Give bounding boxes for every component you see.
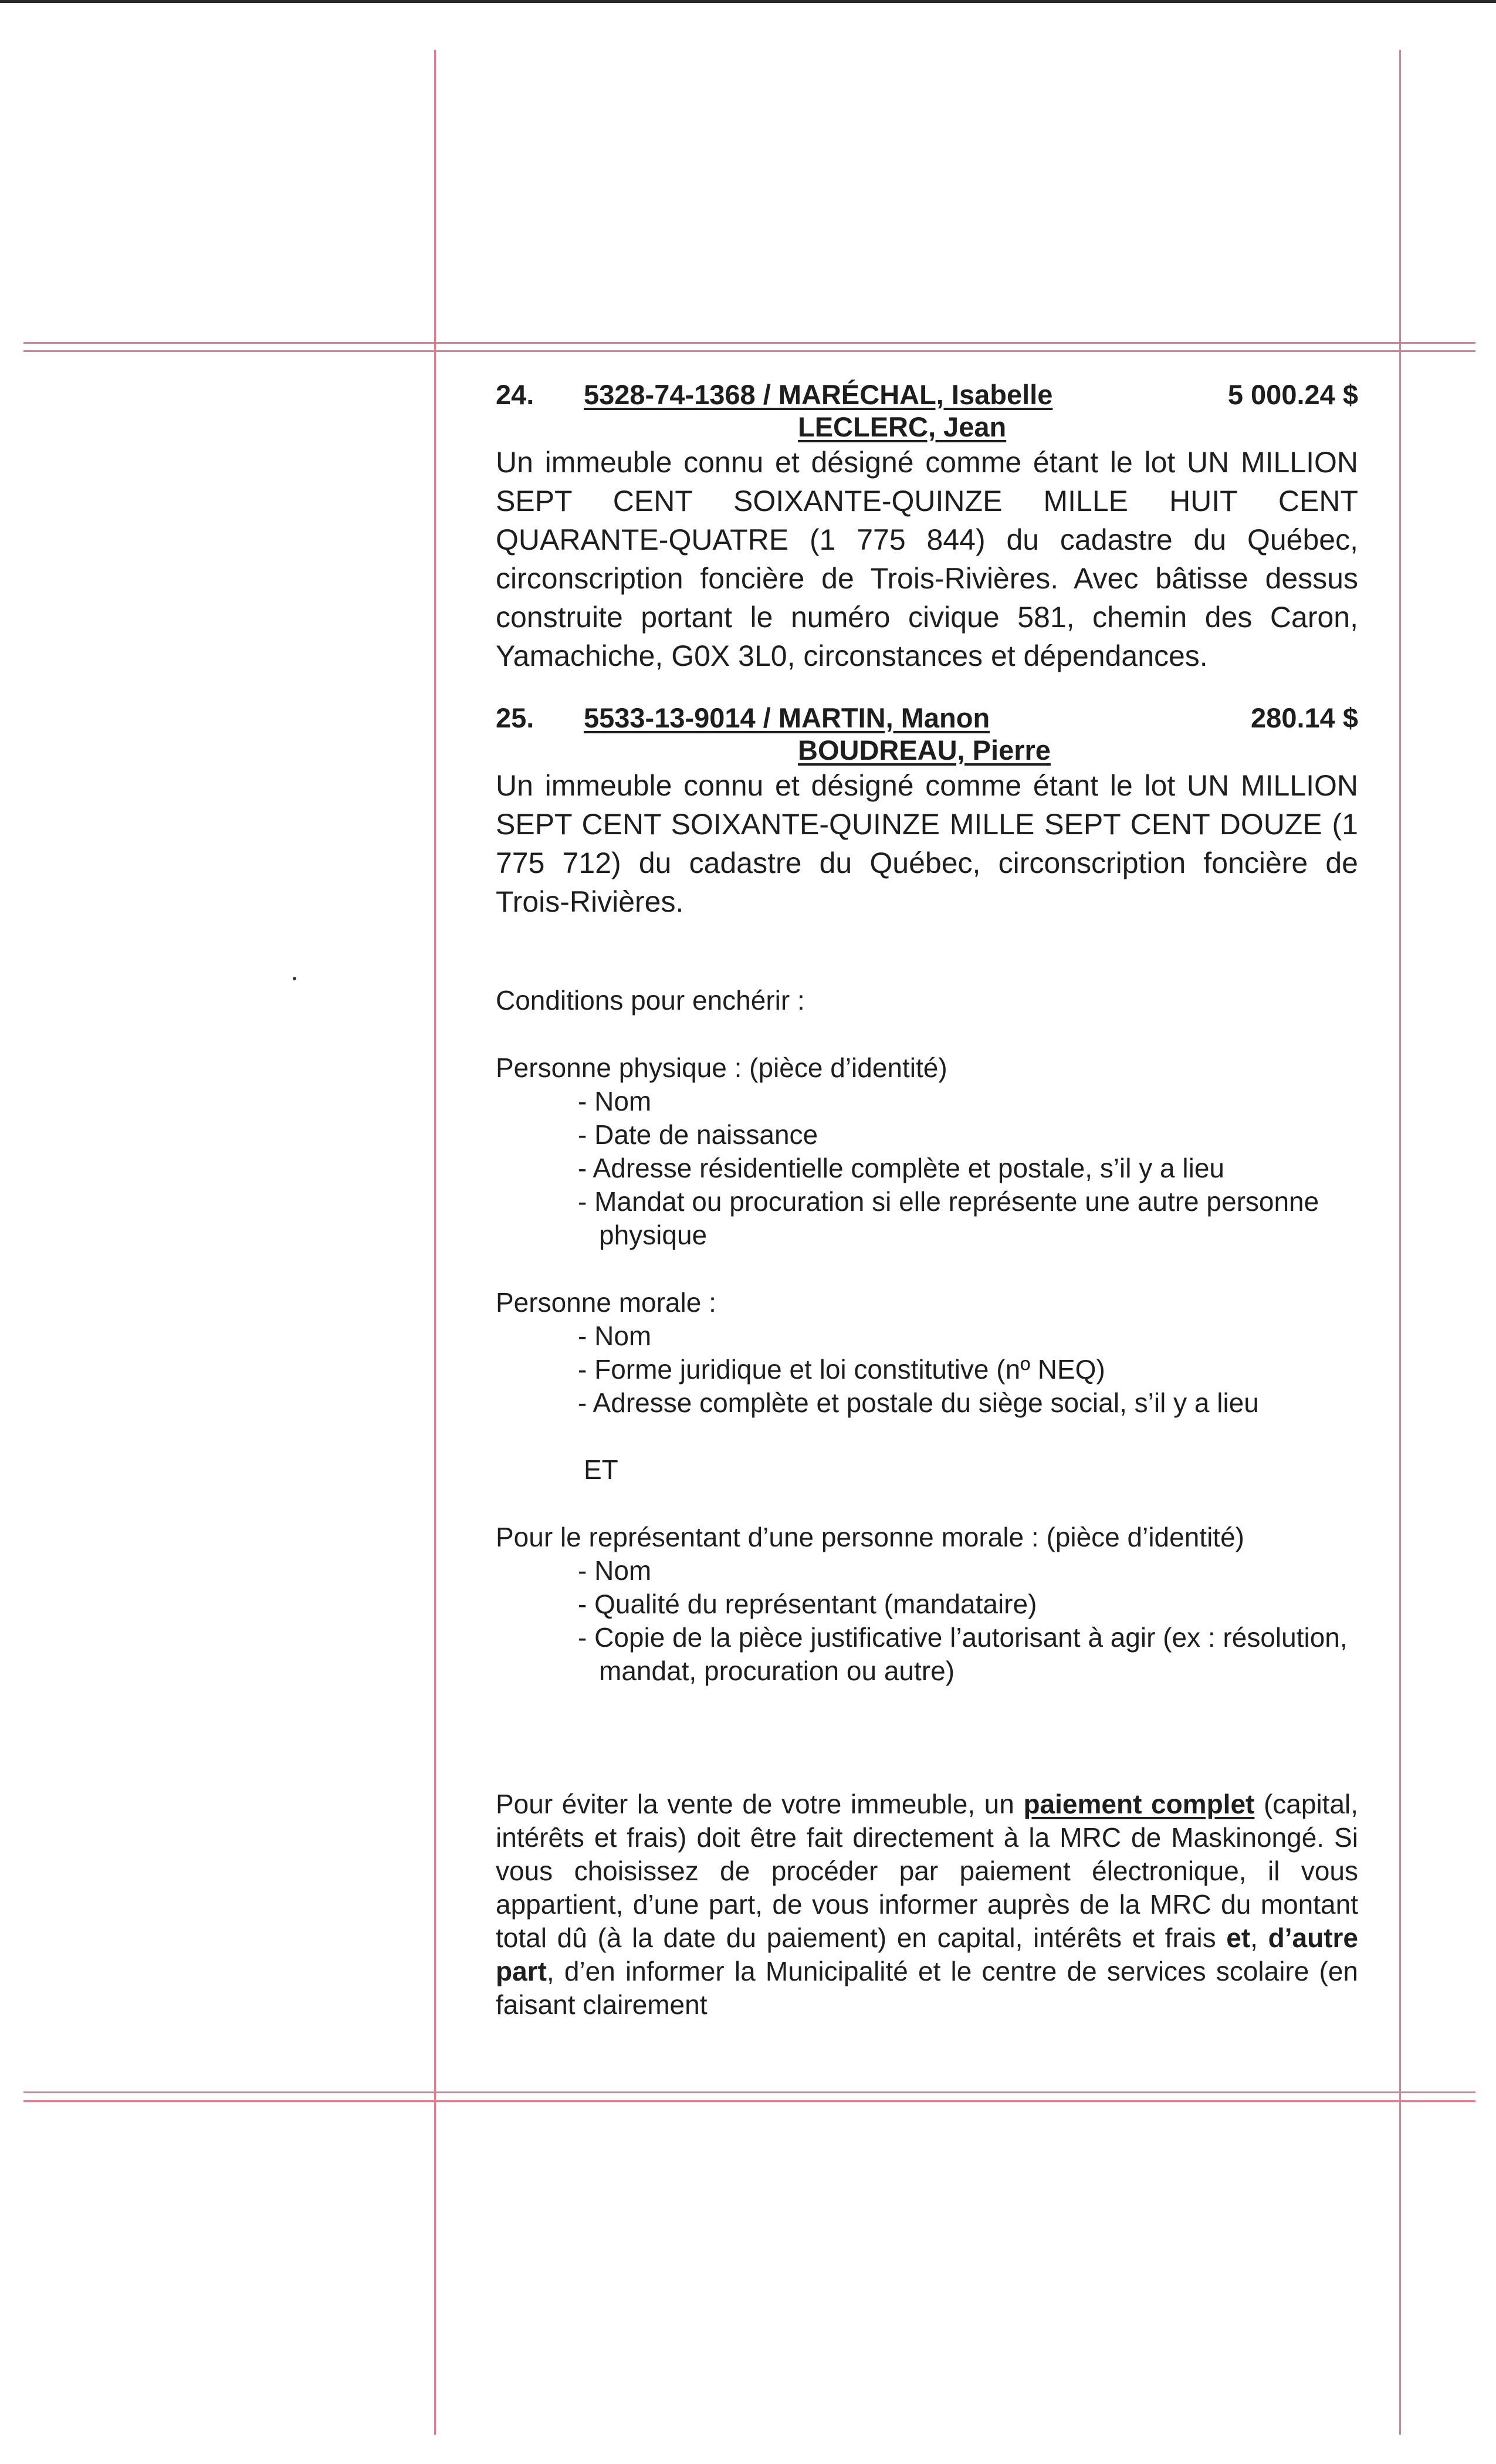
payment-and-word: et: [1226, 1923, 1251, 1953]
entry-amount: 280.14 $: [1251, 702, 1358, 733]
top-frame-line-2: [23, 350, 1475, 352]
payment-paragraph: Pour éviter la vente de votre immeuble, un paiement complet (capital, intérêts et frais) doit être fait directement à la MRC de Maskinongé. Si vous choisissez de procéder par paiement électronique, il vous appartient, d’une part, de vous informer auprès de la MRC du montant total dû (à la date du paiement) en capital, intérêts et frais et, d’autre part, d’en informer la Municipalité et le centre de services scolaire (en faisant clairement: [496, 1789, 1359, 2020]
physical-person-title: Personne physique : (pièce d’identité): [496, 1052, 947, 1083]
entry-description: Un immeuble connu et désigné comme étant le lot UN MILLION SEPT CENT SOIXANTE-QUINZE MILLE HUIT CENT QUARANTE-QUATRE (1 775 844) du cadastre du Québec, circonscription foncière de Trois-Rivières. Avec bâtisse dessus construite portant le numéro civique 581, chemin des Caron, Yamachiche, G0X 3L0, circonstances et dépendances.: [496, 446, 1358, 672]
entry-header: [496, 693, 1358, 766]
list-item: - Forme juridique et loi constitutive (nº NEQ): [578, 1354, 1105, 1385]
list-item: - Nom: [578, 1321, 652, 1351]
left-margin-line: [434, 50, 436, 2435]
entry-number: 24.: [496, 379, 534, 410]
legal-person-title: Personne morale :: [496, 1287, 716, 1318]
entry-amount: 5 000.24 $: [1227, 379, 1358, 410]
list-item: - Mandat ou procuration si elle représente une autre personne physique: [578, 1186, 1319, 1250]
list-item: - Qualité du représentant (mandataire): [578, 1589, 1037, 1619]
list-item: - Nom: [578, 1555, 652, 1586]
payment-emphasis: paiement complet: [1023, 1789, 1255, 1819]
conditions-title: Conditions pour enchérir :: [496, 985, 805, 1016]
entry-description: Un immeuble connu et désigné comme étant le lot UN MILLION SEPT CENT SOIXANTE-QUINZE MILLE SEPT CENT DOUZE (1 775 712) du cadastre du Québec, circonscription foncière de Trois-Rivières.: [496, 769, 1358, 918]
list-item: - Nom: [578, 1086, 652, 1116]
bottom-frame-line-2: [23, 2100, 1475, 2102]
legal-person-list: [496, 1319, 1358, 1420]
top-border: [0, 0, 1496, 3]
list-item: - Adresse complète et postale du siège social, s’il y a lieu: [578, 1387, 1259, 1418]
entry-header: [496, 370, 1358, 443]
entry-second-owner: LECLERC, Jean: [798, 411, 1007, 442]
entry-identifier: 5328-74-1368 / MARÉCHAL, Isabelle: [584, 379, 1053, 410]
representative-list: [496, 1554, 1358, 1688]
document-body: [496, 370, 1358, 2022]
entry-number: 25.: [496, 702, 534, 733]
entry-identifier: 5533-13-9014 / MARTIN, Manon: [584, 702, 990, 733]
bidding-conditions: [496, 984, 1358, 1688]
top-frame-line-1: [23, 342, 1475, 344]
entry-second-owner: BOUDREAU, Pierre: [798, 735, 1051, 766]
physical-person-list: [496, 1085, 1358, 1252]
representative-title: Pour le représentant d’une personne morale : (pièce d’identité): [496, 1522, 1244, 1552]
property-entry: [496, 370, 1358, 675]
property-entry: [496, 693, 1358, 921]
list-item: - Copie de la pièce justificative l’autorisant à agir (ex : résolution, mandat, procuration ou autre): [578, 1622, 1348, 1686]
scan-speck: [293, 977, 296, 980]
bottom-frame-line-1: [23, 2091, 1475, 2093]
payment-middle: (capital, intérêts et frais) doit être fait directement à la MRC de Maskinongé. Si vous choisissez de procéder par paiement électronique, il vous appartient, d’une part, de vous informer auprès de la MRC du montant total dû (à la date du paiement) en capital, intérêts et frais: [496, 1789, 1359, 1953]
payment-other-part: d’autre part: [496, 1923, 1359, 1986]
payment-intro: Pour éviter la vente de votre immeuble, un: [496, 1789, 1014, 1819]
list-item: - Adresse résidentielle complète et postale, s’il y a lieu: [578, 1153, 1225, 1183]
and-label: ET: [584, 1454, 618, 1485]
right-margin-line: [1399, 50, 1401, 2435]
payment-end: , d’en informer la Municipalité et le centre de services scolaire (en faisant clairement: [496, 1956, 1358, 2020]
list-item: - Date de naissance: [578, 1119, 818, 1150]
